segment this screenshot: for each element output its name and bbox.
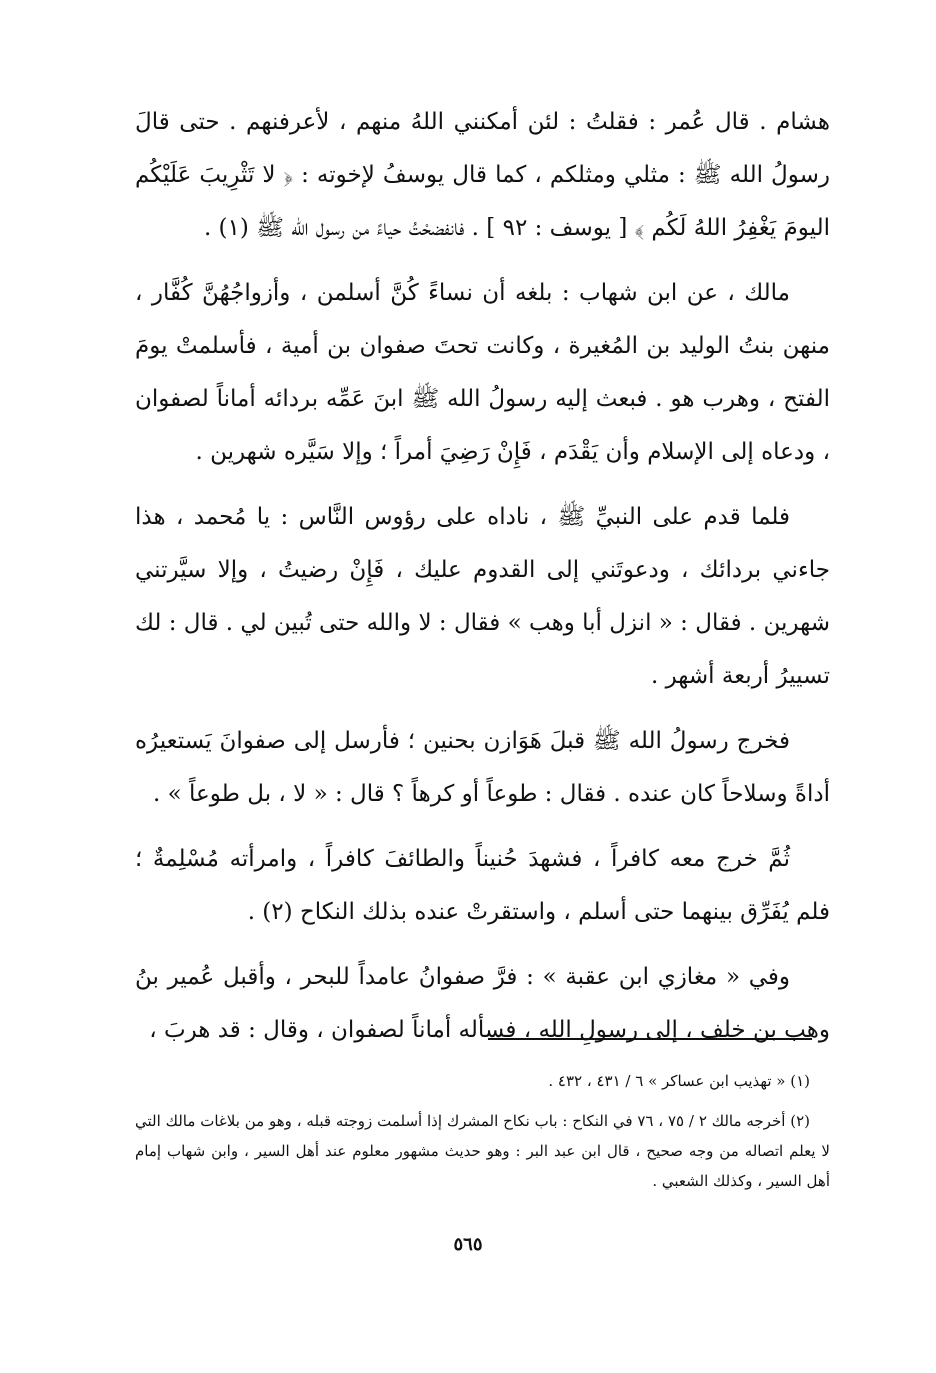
paragraph-2: مالك ، عن ابن شهاب : بلغه أن نساءً كُنَّ أسلمن ، وأزواجُهُنَّ كُفَّار ، منهن بنتُ الوليد بن المُغيرة ، وكانت تحتَ صفوان بن أمية ، فأسلمتْ يومَ الفتح ، وهرب هو . فبعث إليه رسولُ الله ﷺ ابنَ عَمِّه بردائه أماناً لصفوان ، ودعاه إلى الإسلام وأن يَقْدَم ، فَإِنْ رَضِيَ أمراً ؛ وإلا سَيَّره شهرين . [135,280,830,465]
main-text [135,96,830,1069]
footnote-1: (١) « تهذيب ابن عساكر » ٦ / ٤٣١ ، ٤٣٢ . [548,1072,810,1090]
footnotes [135,1066,830,1206]
page-number: ٥٦٥ [453,1234,483,1255]
paragraph-6: وفي « مغازي ابن عقبة » : فرَّ صفوانُ عامداً للبحر ، وأقبل عُمير بنُ وهب بن خلف ، إلى رسولِ الله ، فسأله أماناً لصفوان ، وقال : قد هربَ ، [135,964,830,1043]
paragraph-1: هشام . قال عُمر : فقلتُ : لئن أمكنني اللهُ منهم ، لأعرفنهم . حتى قالَ رسولُ الله ﷺ : مثلي ومثلكم ، كما قال يوسفُ لإخوته : ﴿ لا تَثْرِيبَ عَلَيْكُم اليومَ يَغْفِرُ اللهُ لَكُم ﴾ [ يوسف : ٩٢ ] . فانفضحْتُ حياءً من رسول الله ﷺ (١) . [135,109,830,241]
paragraph-5: ثُمَّ خرج معه كافراً ، فشهدَ حُنيناً والطائفَ كافراً ، وامرأته مُسْلِمةٌ ؛ فلم يُفَرِّق بينهما حتى أسلم ، واستقرتْ عنده بذلك النكاح (٢) . [135,846,830,925]
footnote-2: (٢) أخرجه مالك ٢ / ٧٥ ، ٧٦ في النكاح : باب نكاح المشرك إذا أسلمت زوجته قبله ، وهو من بلاغات مالك التي لا يعلم اتصاله من وجه صحيح ، قال ابن عبد البر : وهو حديث مشهور معلوم عند أهل السير ، وابن شهاب إمام أهل السير ، وكذلك الشعبي . [135,1112,830,1190]
footnote-separator [488,1038,812,1040]
paragraph-4: فخرج رسولُ الله ﷺ قبلَ هَوَازن بحنين ؛ فأرسل إلى صفوانَ يَستعيرُه أداةً وسلاحاً كان عنده . فقال : طوعاً أو كرهاً ؟ قال : « لا ، بل طوعاً » . [135,728,830,807]
paragraph-3: فلما قدم على النبيِّ ﷺ ، ناداه على رؤوس النَّاس : يا مُحمد ، هذا جاءني بردائك ، ودعوتَني إلى القدوم عليك ، فَإِنْ رضيتُ ، وإلا سيَّرتني شهرين . فقال : « انزل أبا وهب » فقال : لا والله حتى تُبين لي . قال : لك تسييرُ أربعة أشهر . [135,504,830,689]
